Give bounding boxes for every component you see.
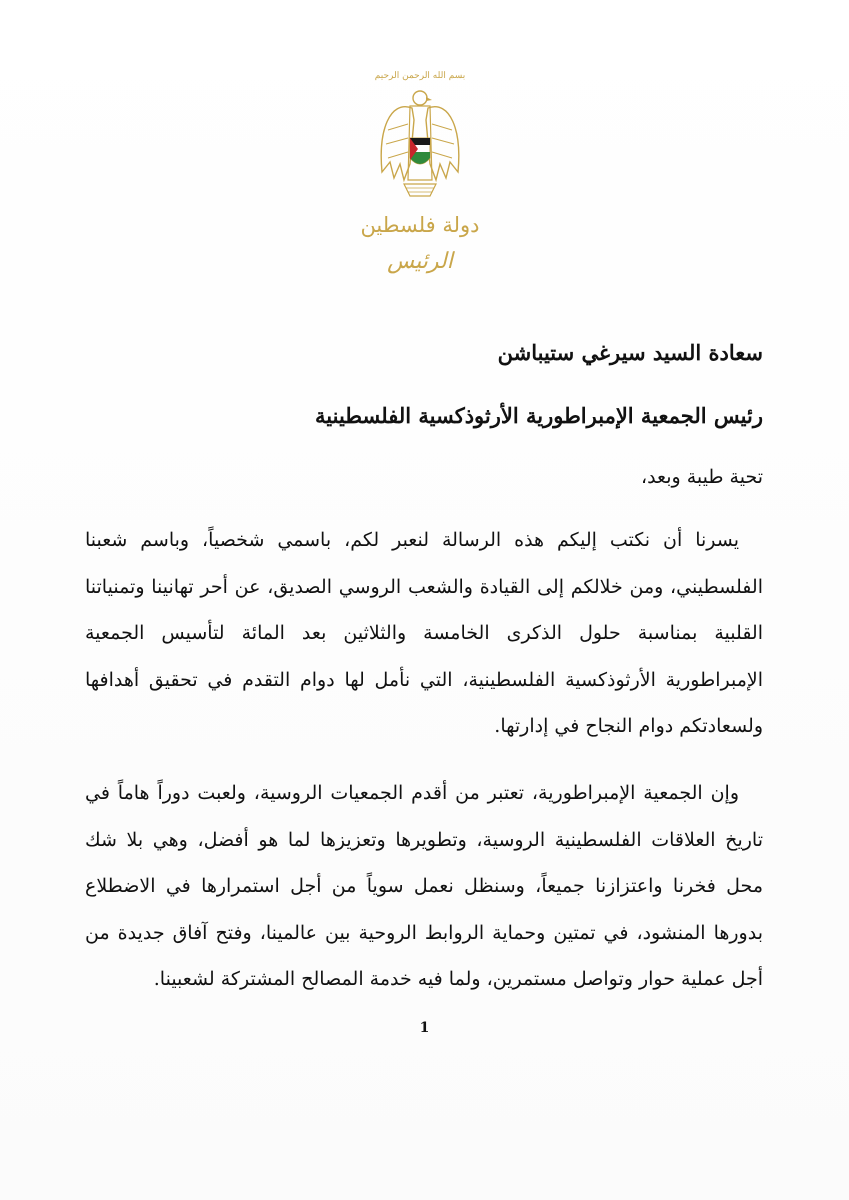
letterhead	[360, 60, 480, 280]
state-name-text: دولة فلسطين	[360, 213, 480, 237]
addressee-title: رئيس الجمعية الإمبراطورية الأرثوذكسية الفلسطينية	[315, 403, 763, 428]
addressee-name: سعادة السيد سيرغي ستيباشن	[497, 340, 763, 365]
page-number: 1	[419, 1020, 430, 1036]
body-paragraph: يسرنا أن نكتب إليكم هذه الرسالة لنعبر لكم، باسمي شخصياً، وباسم شعبنا الفلسطيني، ومن خلالكم إلى القيادة والشعب الروسي الصديق، عن أحر تهانينا وتمنياتنا القلبية بمناسبة حلول الذكرى الخامسة والثلاثين بعد المائة لتأسيس الجمعية الإمبراطورية الأرثوذكسية الفلسطينية، التي نأمل لها دوام التقدم في تحقيق أهدافها ولسعادتكم دوام النجاح في إدارتها.	[85, 529, 763, 737]
flag-shield	[410, 138, 430, 164]
basmala-text: بسم الله الرحمن الرحيم	[374, 71, 466, 81]
office-name-text: الرئيس	[387, 249, 453, 274]
palestinian-eagle-emblem-icon	[360, 60, 480, 280]
greeting-line: تحية طيبة وبعد،	[640, 466, 763, 488]
body-paragraph: وإن الجمعية الإمبراطورية، تعتبر من أقدم الجمعيات الروسية، ولعبت دوراً هاماً في تاريخ العلاقات الفلسطينية الروسية، وتطويرها وتعزيزها لما هو أفضل، وهي بلا شك محل فخرنا واعتزازنا جميعاً، وسنظل نعمل سوياً من أجل استمرارها في الاضطلاع بدورها المنشود، في تمتين وحماية الروابط الروحية بين عالمينا، وفتح آفاق جديدة من أجل عملية حوار وتواصل مستمرين، ولما فيه خدمة المصالح المشتركة لشعبينا.	[85, 782, 763, 990]
